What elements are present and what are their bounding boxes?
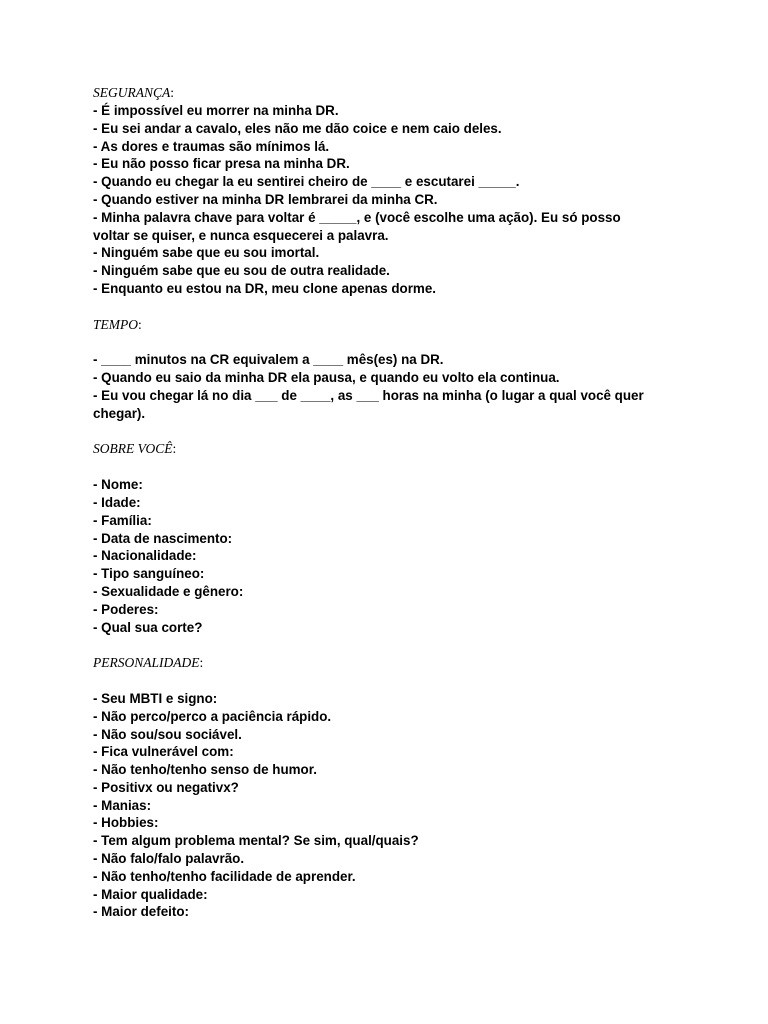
personalidade-item-qualidade: - Maior qualidade:	[93, 886, 208, 902]
section-gap	[93, 423, 653, 441]
document-page	[93, 84, 653, 921]
tempo-item-2: - Quando eu saio da minha DR ela pausa, e quando eu volto ela continua.	[93, 370, 560, 386]
seguranca-item-2: - Eu sei andar a cavalo, eles não me dão coice e nem caio deles.	[93, 120, 502, 136]
seguranca-item-6: - Quando estiver na minha DR lembrarei da minha CR.	[93, 191, 438, 207]
seguranca-item-3: - As dores e traumas são mínimos lá.	[93, 138, 330, 154]
seguranca-item-5: - Quando eu chegar la eu sentirei cheiro de ____ e escutarei _____.	[93, 174, 520, 190]
heading-gap	[93, 458, 653, 476]
personalidade-item-defeito: - Maior defeito:	[93, 904, 189, 920]
sobre-voce-item-sexualidade: - Sexualidade e gênero:	[93, 583, 244, 599]
personalidade-item-mbti: - Seu MBTI e signo:	[93, 690, 218, 706]
section-seguranca	[93, 84, 653, 298]
sobre-voce-item-nome: - Nome:	[93, 477, 143, 493]
section-heading-personalidade: PERSONALIDADE:	[93, 655, 204, 671]
section-heading-sobre-voce: SOBRE VOCÊ:	[93, 441, 177, 457]
sobre-voce-item-nacionalidade: - Nacionalidade:	[93, 548, 197, 564]
tempo-item-1: - ____ minutos na CR equivalem a ____ mês(es) na DR.	[93, 352, 444, 368]
section-sobre-voce	[93, 440, 653, 636]
personalidade-item-humor: - Não tenho/tenho senso de humor.	[93, 762, 317, 778]
sobre-voce-item-idade: - Idade:	[93, 494, 141, 510]
seguranca-item-4: - Eu não posso ficar presa na minha DR.	[93, 156, 350, 172]
personalidade-item-manias: - Manias:	[93, 797, 152, 813]
personalidade-item-problema-mental: - Tem algum problema mental? Se sim, qual/quais?	[93, 833, 419, 849]
personalidade-item-hobbies: - Hobbies:	[93, 815, 159, 831]
section-personalidade	[93, 654, 653, 921]
heading-gap	[93, 334, 653, 352]
section-gap	[93, 298, 653, 316]
sobre-voce-item-familia: - Família:	[93, 512, 152, 528]
seguranca-item-7: - Minha palavra chave para voltar é _____, e (você escolhe uma ação). Eu só posso voltar se quiser, e nunca esquecerei a palavra.	[93, 209, 621, 243]
tempo-item-3: - Eu vou chegar lá no dia ___ de ____, as ___ horas na minha (o lugar a qual você quer chegar).	[93, 387, 644, 421]
seguranca-item-1: - É impossível eu morrer na minha DR.	[93, 103, 339, 118]
personalidade-item-vulneravel: - Fica vulnerável com:	[93, 744, 234, 760]
seguranca-item-10: - Enquanto eu estou na DR, meu clone apenas dorme.	[93, 280, 437, 296]
section-tempo	[93, 316, 653, 423]
sobre-voce-item-data-nascimento: - Data de nascimento:	[93, 530, 233, 546]
sobre-voce-item-tipo-sanguineo: - Tipo sanguíneo:	[93, 566, 205, 582]
seguranca-item-8: - Ninguém sabe que eu sou imortal.	[93, 245, 320, 261]
sobre-voce-item-poderes: - Poderes:	[93, 601, 159, 617]
personalidade-item-palavrao: - Não falo/falo palavrão.	[93, 851, 245, 867]
personalidade-item-positivx: - Positivx ou negativx?	[93, 779, 239, 795]
section-gap	[93, 636, 653, 654]
personalidade-item-aprender: - Não tenho/tenho facilidade de aprender.	[93, 868, 356, 884]
personalidade-item-paciencia: - Não perco/perco a paciência rápido.	[93, 708, 332, 724]
heading-gap	[93, 672, 653, 690]
section-heading-tempo: TEMPO:	[93, 316, 142, 332]
sobre-voce-item-corte: - Qual sua corte?	[93, 619, 203, 635]
seguranca-item-9: - Ninguém sabe que eu sou de outra realidade.	[93, 263, 390, 279]
section-heading-seguranca: SEGURANÇA:	[93, 85, 175, 100]
personalidade-item-sociavel: - Não sou/sou sociável.	[93, 726, 242, 742]
